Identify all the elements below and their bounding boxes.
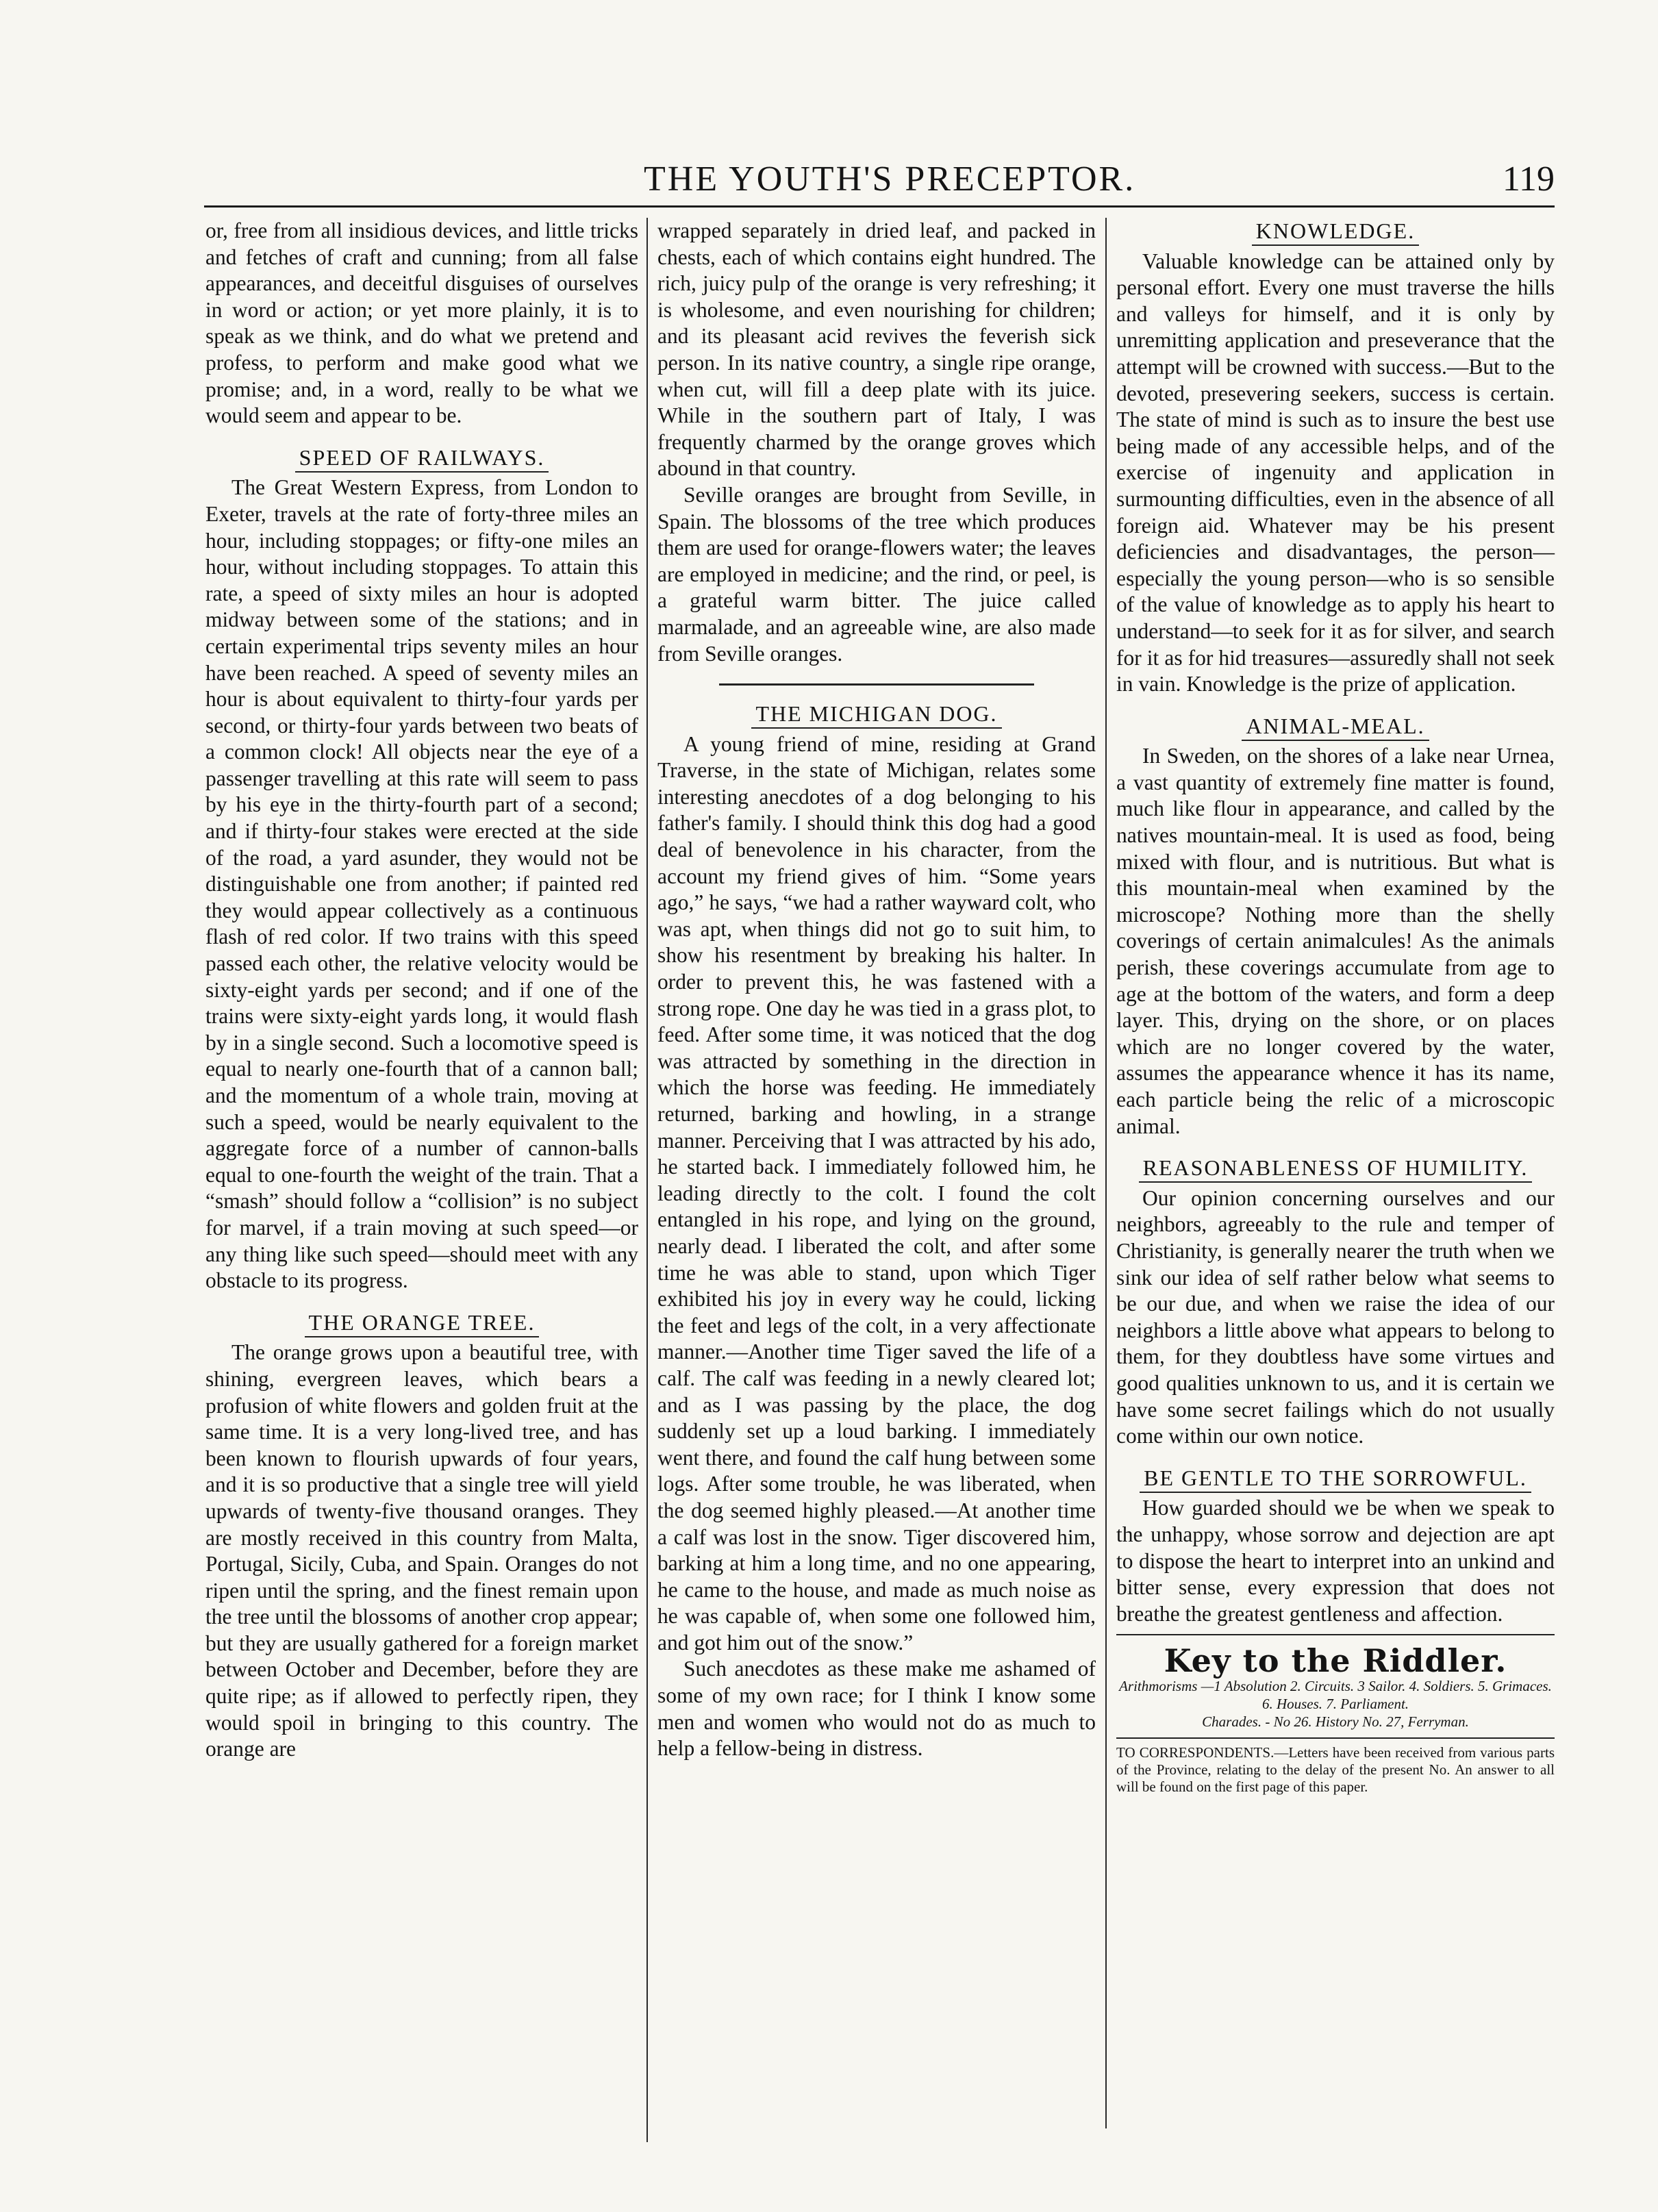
header-rule [204,205,1555,208]
section-rule [1116,1737,1555,1739]
article-body-animal-meal: In Sweden, on the shores of a lake near Urnea, a vast quantity of extremely fine matter is found, much like flour in appearance, and called by the natives mountain-meal. It is used as food, being mixed with flour, and is nutritious. But what is this mountain-meal when examined by the microscope? Nothing more than the shelly coverings of certain animalcules! As the animals perish, these coverings accumulate from age to age at the bottom of the waters, and form a deep layer. This, drying on the shore, or on places which are no longer covered by the water, assumes the appearance whence it has its name, each particle being the relic of a microscopic animal. [1116,744,1555,1138]
article-title-be-gentle [1116,1465,1555,1492]
article-body-be-gentle: How guarded should we be when we speak to the unhappy, whose sorrow and dejection are apt to dispose the heart to interpret into an unkind and bitter sense, every expression that does not breathe the greatest gentleness and affection. [1116,1496,1555,1626]
article-title-speed-of-railways [205,444,638,471]
heading-text: REASONABLENESS OF HUMILITY. [1139,1155,1533,1183]
heading-text: SPEED OF RAILWAYS. [295,445,549,473]
correspondents-title: TO CORRESPONDENTS. [1116,1744,1274,1761]
article-title-michigan-dog [657,701,1096,727]
article-closing-michigan-dog: Such anecdotes as these make me ashamed of some of my own race; for I think I know some men and women who would not do as much to help a fellow-being in distress. [657,1657,1096,1761]
key-charades-line: Charades. - No 26. History No. 27, Ferryman. [1202,1713,1469,1730]
article-body-michigan-dog: A young friend of mine, residing at Grand Traverse, in the state of Michigan, relates some interesting anecdotes of a dog belonging to his father's family. I should think this dog had a good deal of benevolence in his character, from the account my friend gives of him. “Some years ago,” he says, “we had a rather wayward colt, who was apt, when things did not go to suit him, to show his resentment by breaking his halter. In order to prevent this, he was fastened with a strong rope. One day he was tied in a grass plot, to feed. After some time, it was noticed that the dog was attracted by something in the direction in which the horse was feeding. He immediately returned, barking and howling, in a strange manner. Perceiving that I was attracted by his ado, he started back. I immediately followed him, he leading directly to the colt. I found the colt entangled in his rope, and lying on the ground, nearly dead. I liberated the colt, and after some time he was able to stand, upon which Tiger exhibited his joy in every way he could, licking the feet and legs of the colt, in a very affectionate manner.—Another time Tiger saved the life of a calf. The calf was feeding in a newly cleared lot; and as I was passing by the place, the dog suddenly set up a loud barking. I immediately went there, and found the calf hung between some logs. After some trouble, he was liberated, when the dog seemed highly pleased.—At another time a calf was lost in the snow. Tiger discovered him, barking at him a long time, and no one appearing, he came to the house, and made as much noise as he was capable of, when some one followed him, and got him out of the snow.” [657,731,1096,1655]
key-to-riddler-title: Key to the Riddler. [1164,1642,1507,1680]
article-title-humility [1116,1155,1555,1181]
section-rule [719,683,1034,686]
key-answers-line: Arithmorisms —1 Absolution 2. Circuits. 3 Sailor. 4. Soldiers. 5. Grimaces. 6. Houses. 7. Parliament. [1119,1677,1552,1712]
orange-tree-continued: wrapped separately in dried leaf, and packed in chests, each of which contains eight hundred. The rich, juicy pulp of the orange is very refreshing; it is wholesome, and even nourishing for children; and its pleasant acid revives the feverish sick person. In its native country, a single ripe orange, when cut, will fill a deep plate with its juice. While in the southern part of Italy, I was frequently charmed by the orange groves which abound in that country. [657,218,1096,481]
column-divider [1105,218,1107,2128]
article-title-animal-meal [1116,713,1555,740]
heading-text: ANIMAL-MEAL. [1242,714,1429,741]
heading-text: THE ORANGE TREE. [305,1310,540,1337]
column-divider [646,218,648,2142]
column-middle [657,218,1096,1762]
article-title-orange-tree [205,1309,638,1336]
intro-paragraph: or, free from all insidious devices, and little tricks and fetches of craft and cunning; from all false appearances, and deceitful disguises of ourselves in word or action; or yet more plainly, it is to speak as we think, and do what we pretend and profess, to perform and make good what we promise; and, in a word, really to be what we would seem and appear to be. [205,218,638,428]
correspondents-notice [1116,1744,1555,1796]
article-body-knowledge: Valuable knowledge can be attained only by personal effort. Every one must traverse the hills and valleys for himself, and it is only by unremitting application and preseverance that the attempt will be crowned with success.—But to the devoted, presevering seekers, success is certain. The state of mind is such as to insure the best use being made of any accessible helps, and of the exercise of ingenuity and application in surmounting difficulties, even in the absence of all foreign aid. Whatever may be his present deficiencies and disadvantages, the person—especially the young person—who is so sensible of the value of knowledge as to apply his heart to understand—to seek for it as for silver, and search for it as for hid treasures—assuredly shall not seek in vain. Knowledge is the prize of application. [1116,249,1555,696]
running-title: THE YOUTH'S PRECEPTOR. [644,160,1136,199]
article-body-speed-of-railways: The Great Western Express, from London to Exeter, travels at the rate of forty-three miles an hour, including stoppages; or fifty-one miles an hour, without including stoppages. To attain this rate, a speed of sixty miles an hour is adopted midway between some of the stations; and in certain experimental trips seventy miles an hour have been reached. A speed of seventy miles an hour is about equivalent to thirty-four yards per second, or thirty-four yards between two beats of a common clock! All objects near the eye of a passenger travelling at this rate will seem to pass by his eye in the thirty-fourth part of a second; and if thirty-four stakes were erected at the side of the road, a yard asunder, they would not be distinguishable one from another; if painted red they would appear collectively as a continuous flash of red color. If two trains with this speed passed each other, the relative velocity would be sixty-eight yards per second; and if one of the trains were sixty-eight yards long, it would flash by in a single second. Such a locomotive speed is equal to nearly one-fourth that of a cannon ball; and the momentum of a whole train, moving at such a speed, would be nearly equivalent to the aggregate force of a number of cannon-balls equal to one-fourth the weight of the train. That a “smash” should follow a “collision” is no subject for marvel, if a train moving at such speed—or any thing like such speed—should meet with any obstacle to its progress. [205,475,638,1293]
section-rule [1116,1634,1555,1635]
correspondents-text: —Letters have been received from various parts of the Province, relating to the delay of the present No. An answer to all will be found on the first page of this paper. [1116,1744,1555,1795]
article-body-humility: Our opinion concerning ourselves and our neighbors, agreeably to the rule and temper of Christianity, is generally nearer the truth when we sink our idea of self rather below what seems to be our due, and when we raise the idea of our neighbors a little above what appears to belong to them, for they doubtless have some virtues and good qualities unknown to us, and it is certain we have some secret failings which do not usually come within our own notice. [1116,1185,1555,1448]
column-right [1116,218,1555,1796]
seville-paragraph: Seville oranges are brought from Seville, in Spain. The blossoms of the tree which produces them are used for orange-flowers water; the leaves are employed in medicine; and the rind, or peel, is a grateful warm bitter. The juice called marmalade, and an agreeable wine, are also made from Seville oranges. [657,482,1096,666]
heading-text: THE MICHIGAN DOG. [751,701,1001,729]
article-title-knowledge [1116,218,1555,244]
page-number: 119 [1502,160,1555,199]
heading-text: BE GENTLE TO THE SORROWFUL. [1140,1466,1531,1493]
page-header [205,159,1555,207]
article-body-orange-tree: The orange grows upon a beautiful tree, with shining, evergreen leaves, which bears a profusion of white flowers and golden fruit at the same time. It is a very long-lived tree, and has been known to flourish upwards of four years, and it is so productive that a single tree will yield upwards of twenty-five thousand oranges. They are mostly received in this country from Malta, Portugal, Sicily, Cuba, and Spain. Oranges do not ripen until the spring, and the finest remain upon the tree until the blossoms of another crop appear; but they are usually gathered for a foreign market between October and December, before they are quite ripe; as if allowed to perfectly ripen, they would spoil in bringing to this country. The orange are [205,1340,638,1761]
column-left [205,218,638,1763]
heading-text: KNOWLEDGE. [1252,218,1419,246]
